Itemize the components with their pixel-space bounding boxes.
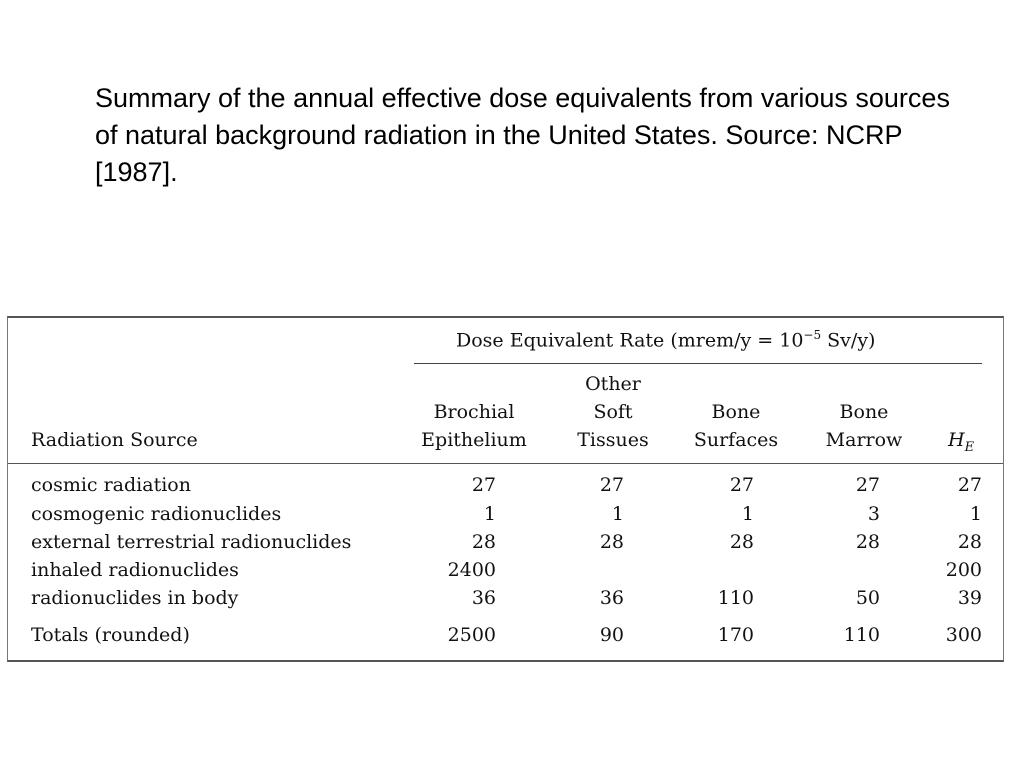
column-header-brochial-epithelium bbox=[414, 398, 534, 454]
cell-he: 39 bbox=[957, 587, 982, 609]
cell-brochial-epithelium: 36 bbox=[471, 587, 496, 609]
cell-he: 27 bbox=[957, 474, 982, 496]
total-he: 300 bbox=[945, 624, 982, 646]
he-symbol: H bbox=[948, 429, 965, 451]
group-header-rule bbox=[414, 363, 982, 364]
column-header-he bbox=[948, 426, 974, 462]
totals-label: Totals (rounded) bbox=[31, 624, 190, 646]
cell-brochial-epithelium: 27 bbox=[471, 474, 496, 496]
total-brochial-epithelium: 2500 bbox=[447, 624, 496, 646]
slide-caption: Summary of the annual effective dose equivalents from various sources of natural background radiation in the United States. Source: NCRP [1987]. bbox=[95, 83, 950, 187]
cell-brochial-epithelium: 28 bbox=[471, 531, 496, 553]
cell-bone-surfaces: 110 bbox=[717, 587, 754, 609]
column-header-line: Marrow bbox=[825, 429, 903, 451]
column-header-line: Other bbox=[585, 373, 641, 395]
column-header-line: Soft bbox=[593, 401, 633, 423]
cell-he: 1 bbox=[969, 503, 982, 525]
group-header-prefix: Dose Equivalent Rate (mrem/y = 10 bbox=[456, 329, 804, 352]
cell-other-soft-tissues: 27 bbox=[599, 474, 624, 496]
column-header-line: Tissues bbox=[577, 429, 649, 451]
row-header-label: Radiation Source bbox=[31, 429, 198, 451]
group-header-exponent: −5 bbox=[803, 328, 822, 342]
cell-he: 200 bbox=[945, 559, 982, 581]
cell-other-soft-tissues: 28 bbox=[599, 531, 624, 553]
total-other-soft-tissues: 90 bbox=[599, 624, 624, 646]
row-source: cosmogenic radionuclides bbox=[31, 503, 282, 525]
total-bone-surfaces: 170 bbox=[717, 624, 754, 646]
total-bone-marrow: 110 bbox=[843, 624, 880, 646]
cell-other-soft-tissues: 1 bbox=[611, 503, 624, 525]
cell-other-soft-tissues: 36 bbox=[599, 587, 624, 609]
cell-bone-marrow: 3 bbox=[867, 503, 880, 525]
column-header-other-soft-tissues bbox=[560, 370, 666, 454]
cell-bone-surfaces: 1 bbox=[741, 503, 754, 525]
row-source: inhaled radionuclides bbox=[31, 559, 239, 581]
column-header-line: Brochial bbox=[433, 401, 515, 423]
column-header-bone-marrow bbox=[814, 398, 914, 454]
cell-bone-surfaces: 28 bbox=[729, 531, 754, 553]
row-source: cosmic radiation bbox=[31, 474, 191, 496]
column-header-line: Bone bbox=[711, 401, 761, 423]
row-source: external terrestrial radionuclides bbox=[31, 531, 352, 553]
cell-bone-marrow: 28 bbox=[855, 531, 880, 553]
column-header-line: Epithelium bbox=[421, 429, 527, 451]
group-header-suffix: Sv/y) bbox=[821, 329, 876, 352]
cell-bone-surfaces: 27 bbox=[729, 474, 754, 496]
cell-bone-marrow: 50 bbox=[855, 587, 880, 609]
header-rule bbox=[8, 463, 1003, 464]
cell-he: 28 bbox=[957, 531, 982, 553]
row-source: radionuclides in body bbox=[31, 587, 239, 609]
cell-brochial-epithelium: 1 bbox=[483, 503, 496, 525]
column-header-line: Bone bbox=[839, 401, 889, 423]
he-subscript: E bbox=[964, 439, 975, 455]
cell-bone-marrow: 27 bbox=[855, 474, 880, 496]
column-header-line: Surfaces bbox=[693, 429, 779, 451]
group-header bbox=[456, 328, 875, 351]
column-header-bone-surfaces bbox=[686, 398, 786, 454]
cell-brochial-epithelium: 2400 bbox=[447, 559, 496, 581]
